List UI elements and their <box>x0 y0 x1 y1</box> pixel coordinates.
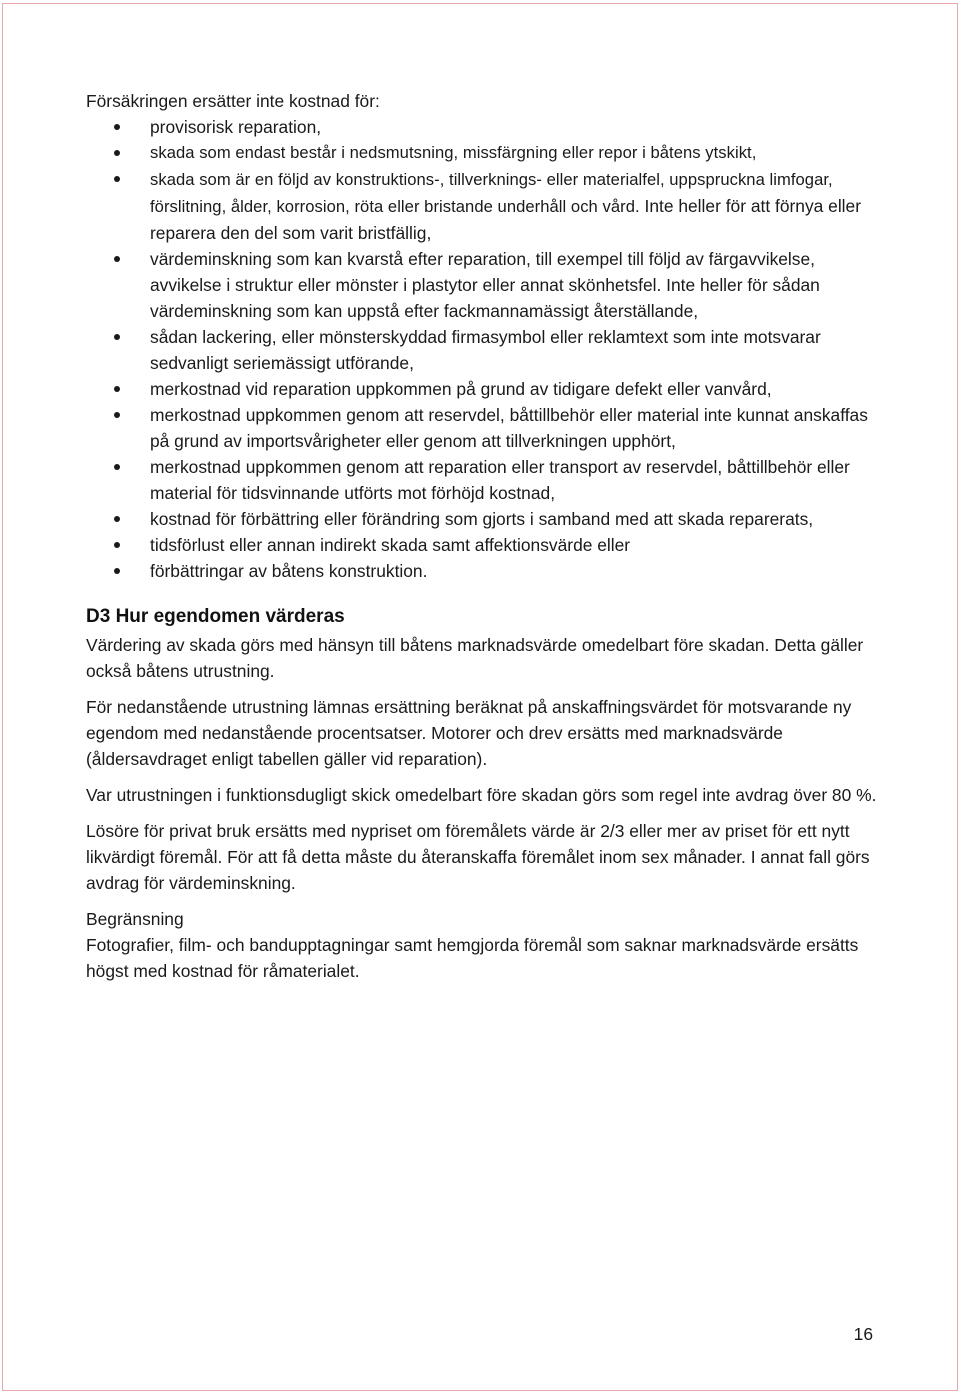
list-item: värdeminskning som kan kvarstå efter reparation, till exempel till följd av färgavvikelse, avvikelse i struktur eller mönster i plastytor eller annat skönhetsfel. Inte heller för sådan värdeminskning som kan uppstå efter fackmannamässigt återställande, <box>86 246 886 324</box>
limitation-text: Fotografier, film- och bandupptagningar samt hemgjorda föremål som saknar marknadsvärde ersätts högst med kostnad för råmaterialet. <box>86 935 859 981</box>
list-item: provisorisk reparation, <box>86 114 886 140</box>
limitation-heading: Begränsning <box>86 909 184 929</box>
exclusion-list <box>86 114 886 584</box>
list-item: sådan lackering, eller mönsterskyddad firmasymbol eller reklamtext som inte motsvarar sedvanligt seriemässigt utförande, <box>86 324 886 376</box>
document-page <box>2 3 958 1391</box>
intro-line: Försäkringen ersätter inte kostnad för: <box>86 91 380 111</box>
paragraph: För nedanstående utrustning lämnas ersättning beräknat på anskaffningsvärdet för motsvarande ny egendom med nedanstående procentsatser. Motorer och drev ersätts med marknadsvärde (åldersavdraget enligt tabellen gäller vid reparation). <box>86 697 852 769</box>
list-item: merkostnad uppkommen genom att reparation eller transport av reservdel, båttillbehör eller material för tidsvinnande utförts mot förhöjd kostnad, <box>86 454 886 506</box>
list-item: skada som endast består i nedsmutsning, missfärgning eller repor i båtens ytskikt, <box>86 140 886 166</box>
list-item: kostnad för förbättring eller förändring som gjorts i samband med att skada reparerats, <box>86 506 886 532</box>
page-content <box>86 88 886 984</box>
bullet-icon <box>114 542 120 548</box>
bullet-icon <box>114 412 120 418</box>
page-number: 16 <box>853 1324 873 1344</box>
bullet-icon <box>114 334 120 340</box>
list-item: tidsförlust eller annan indirekt skada samt affektionsvärde eller <box>86 532 886 558</box>
paragraph: Lösöre för privat bruk ersätts med nypriset om föremålets värde är 2/3 eller mer av priset för ett nytt likvärdigt föremål. För att få detta måste du återanskaffa föremålet inom sex månader. I annat fall görs avdrag för värdeminskning. <box>86 821 870 893</box>
bullet-icon <box>114 568 120 574</box>
bullet-icon <box>114 386 120 392</box>
bullet-icon <box>114 516 120 522</box>
bullet-icon <box>114 150 120 156</box>
section-heading: D3 Hur egendomen värderas <box>86 606 345 627</box>
list-item: förbättringar av båtens konstruktion. <box>86 558 886 584</box>
list-item: merkostnad vid reparation uppkommen på grund av tidigare defekt eller vanvård, <box>86 376 886 402</box>
paragraph: Värdering av skada görs med hänsyn till båtens marknadsvärde omedelbart före skadan. Detta gäller också båtens utrustning. <box>86 635 864 681</box>
bullet-icon <box>114 176 120 182</box>
bullet-icon <box>114 124 120 130</box>
bullet-icon <box>114 256 120 262</box>
bullet-icon <box>114 464 120 470</box>
list-item: merkostnad uppkommen genom att reservdel, båttillbehör eller material inte kunnat anskaffas på grund av importsvårigheter eller genom att tillverkningen upphört, <box>86 402 886 454</box>
list-item: skada som är en följd av konstruktions-, tillverknings- eller materialfel, uppspruckna limfogar, förslitning, ålder, korrosion, röta eller bristande underhåll och vård. Inte heller för att förnya eller reparera den del som varit bristfällig, <box>86 166 886 246</box>
paragraph: Var utrustningen i funktionsdugligt skick omedelbart före skadan görs som regel inte avdrag över 80 %. <box>86 785 877 805</box>
